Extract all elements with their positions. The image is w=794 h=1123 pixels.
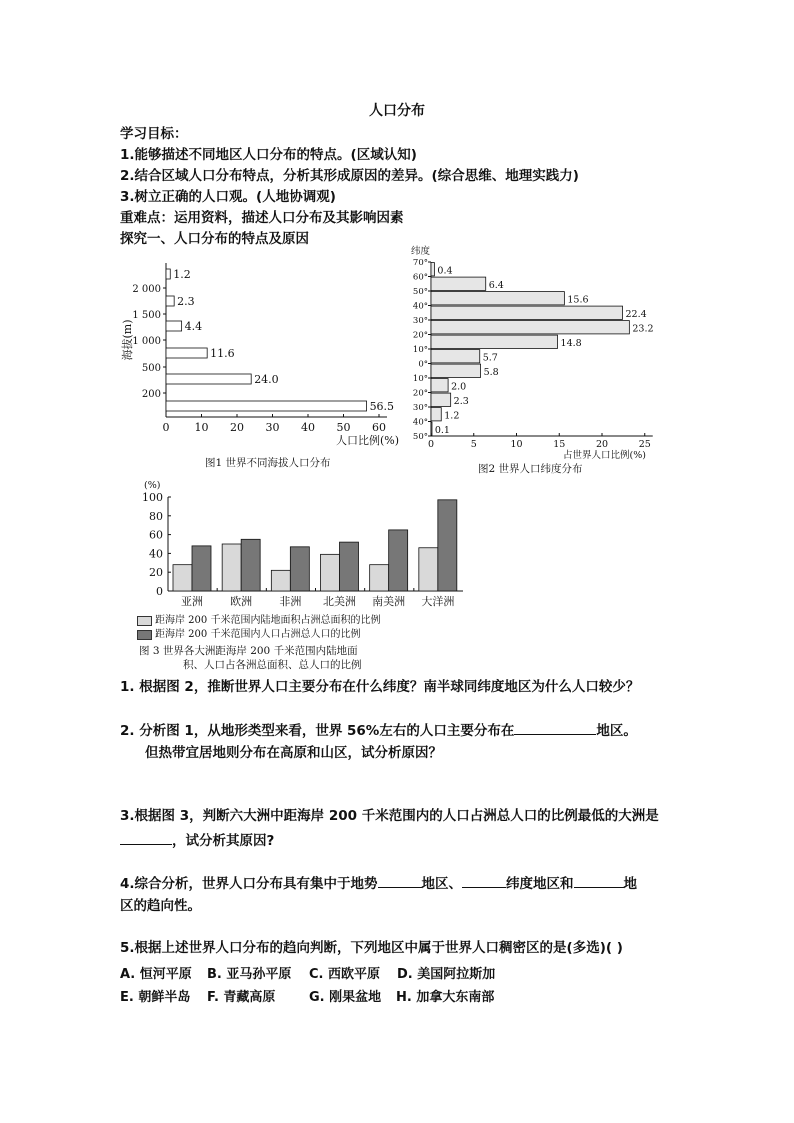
bar xyxy=(321,554,340,591)
figure-2-latitude-chart xyxy=(395,245,685,460)
x-tick-label: 50 xyxy=(336,421,351,434)
bar xyxy=(431,321,629,334)
x-tick-label: 15 xyxy=(553,439,566,450)
value-label: 15.6 xyxy=(567,294,589,306)
value-label: 11.6 xyxy=(210,347,235,360)
y-tick-label: 50° xyxy=(412,432,428,442)
x-tick-label: 20 xyxy=(595,439,609,450)
legend-1: 距海岸 200 千米范围内陆地面积占洲总面积的比例 xyxy=(137,611,380,626)
value-label: 23.2 xyxy=(632,323,654,335)
y-tick-label: 0 xyxy=(156,585,163,598)
figure-1-caption: 图1 世界不同海拔人口分布 xyxy=(205,457,331,469)
category-label: 亚洲 xyxy=(181,595,203,608)
value-label: 4.4 xyxy=(184,320,203,333)
x-tick-label: 0 xyxy=(427,439,435,450)
objectives-heading: 学习目标： xyxy=(120,126,188,142)
bar xyxy=(370,565,389,591)
bar xyxy=(241,539,260,591)
x-tick-label: 0 xyxy=(162,421,170,434)
bar xyxy=(290,547,309,591)
y-tick-label: 40° xyxy=(412,301,428,312)
value-label: 1.2 xyxy=(444,410,460,422)
value-label: 5.7 xyxy=(482,352,498,364)
x-tick-label: 10 xyxy=(194,421,209,434)
bar xyxy=(166,321,182,331)
y-tick-label: 60 xyxy=(149,528,163,542)
figure-3-caption-2: 积、人口占各洲总面积、总人口的比例 xyxy=(183,659,362,671)
bar xyxy=(166,374,251,384)
x-tick-label: 60 xyxy=(372,421,386,434)
value-label: 56.5 xyxy=(369,400,395,413)
bar xyxy=(389,530,408,591)
value-label: 0.1 xyxy=(434,425,450,437)
objective-1: 1.能够描述不同地区人口分布的特点。(区域认知) xyxy=(120,147,417,163)
x-tick-label: 10 xyxy=(510,439,523,450)
value-label: 14.8 xyxy=(560,338,582,350)
objective-3: 3.树立正确的人口观。(人地协调观) xyxy=(120,189,336,205)
y-tick-label: 80 xyxy=(149,509,163,523)
x-tick-label: 20 xyxy=(230,421,244,434)
value-label: 24.0 xyxy=(254,373,279,386)
y-tick-label: 20° xyxy=(412,388,428,399)
option-g[interactable]: G. 刚果盆地 xyxy=(309,990,382,1005)
y-tick-label: 10° xyxy=(412,374,428,384)
legend-2: 距海岸 200 千米范围内人口占洲总人口的比例 xyxy=(137,625,360,640)
y-tick-label: 1 500 xyxy=(132,310,161,321)
page-title: 人口分布 xyxy=(369,103,425,119)
option-c[interactable]: C. 西欧平原 xyxy=(309,967,381,982)
bar xyxy=(431,277,486,290)
bar xyxy=(431,350,480,363)
figure-2-caption: 图2 世界人口纬度分布 xyxy=(478,463,583,475)
x-tick-label: 25 xyxy=(638,439,651,450)
value-label: 2.3 xyxy=(453,396,469,408)
answer-blank[interactable] xyxy=(120,830,172,845)
x-tick-label: 30 xyxy=(265,421,280,434)
question-2: 2. 分析图 1，从地形类型来看，世界 56%左右的人口主要分布在 地区。 xyxy=(120,720,637,741)
y-tick-label: 20 xyxy=(149,566,163,580)
y-tick-label: 1 000 xyxy=(132,336,161,347)
y-tick-label: 10° xyxy=(412,345,428,355)
category-label: 大洋洲 xyxy=(421,595,455,608)
y-tick-label: 30° xyxy=(412,316,428,326)
bar xyxy=(431,408,441,421)
y-axis-label: 海拔(m) xyxy=(121,319,134,361)
category-label: 北美洲 xyxy=(323,595,356,608)
bar xyxy=(431,292,564,305)
bar xyxy=(340,542,359,591)
category-label: 南美洲 xyxy=(372,595,406,608)
value-label: 1.2 xyxy=(173,268,191,281)
category-label: 非洲 xyxy=(279,595,302,608)
bar xyxy=(419,548,438,591)
y-tick-label: 200 xyxy=(141,389,161,400)
option-a[interactable]: A. 恒河平原 xyxy=(120,967,192,982)
bar xyxy=(166,348,207,358)
y-tick-label: 60° xyxy=(412,272,428,283)
option-f[interactable]: F. 青藏高原 xyxy=(207,990,276,1005)
question-4-cont: 区的趋向性。 xyxy=(120,898,201,914)
option-d[interactable]: D. 美国阿拉斯加 xyxy=(397,967,496,982)
question-1: 1. 根据图 2，推断世界人口主要分布在什么纬度？南半球同纬度地区为什么人口较少？ xyxy=(120,679,640,695)
x-tick-label: 5 xyxy=(470,439,477,450)
x-axis-label: 人口比例(%) xyxy=(336,434,400,447)
bar xyxy=(431,306,623,319)
y-tick-label: 0° xyxy=(418,359,428,370)
answer-blank[interactable] xyxy=(514,720,596,735)
option-e[interactable]: E. 朝鲜半岛 xyxy=(120,990,191,1005)
x-axis-label: 占世界人口比例(%) xyxy=(563,450,646,461)
option-b[interactable]: B. 亚马孙平原 xyxy=(207,967,292,982)
category-label: 欧洲 xyxy=(230,595,253,608)
bar xyxy=(431,335,558,348)
question-2-cont: 但热带宜居地则分布在高原和山区，试分析原因？ xyxy=(145,745,442,761)
bar xyxy=(222,544,241,591)
question-3: 3.根据图 3，判断六大洲中距海岸 200 千米范围内的人口占洲总人口的比例最低的大洲是 xyxy=(120,808,659,824)
objective-2: 2.结合区域人口分布特点，分析其形成原因的差异。(综合思维、地理实践力) xyxy=(120,168,579,184)
value-label: 6.4 xyxy=(488,280,504,292)
y-tick-label: 500 xyxy=(141,363,161,374)
y-tick-label: 100 xyxy=(142,491,163,504)
option-h[interactable]: H. 加拿大东南部 xyxy=(396,990,495,1005)
y-tick-label: 2 000 xyxy=(132,284,161,295)
value-label: 2.0 xyxy=(451,381,467,393)
y-tick-label: 40° xyxy=(412,417,428,428)
y-tick-label: 70° xyxy=(412,258,428,268)
bar xyxy=(166,296,174,306)
bar xyxy=(166,401,367,411)
bar xyxy=(431,263,434,276)
section-heading: 探究一、人口分布的特点及原因 xyxy=(120,231,309,247)
bar xyxy=(431,364,481,377)
bar xyxy=(431,379,448,392)
y-tick-label: 30° xyxy=(412,403,428,413)
bar xyxy=(173,565,192,591)
bar xyxy=(431,393,451,406)
figure-1-altitude-chart xyxy=(110,255,410,455)
bar xyxy=(271,570,290,591)
answer-blank[interactable] xyxy=(378,873,422,888)
value-label: 0.4 xyxy=(437,265,453,277)
bar xyxy=(166,269,170,279)
y-tick-label: 20° xyxy=(412,330,428,341)
bar xyxy=(192,546,211,591)
figure-3-caption-1: 图 3 世界各大洲距海岸 200 千米范围内陆地面 xyxy=(139,645,358,657)
answer-blank[interactable] xyxy=(462,873,506,888)
key-points: 重难点：运用资料，描述人口分布及其影响因素 xyxy=(120,210,404,226)
y-tick-label: 40 xyxy=(149,547,163,561)
question-3-cont: ，试分析其原因? xyxy=(120,830,274,851)
y-axis-label: 纬度 xyxy=(411,246,431,257)
x-tick-label: 40 xyxy=(301,421,315,434)
bar xyxy=(438,500,457,591)
y-axis-label: (%) xyxy=(144,480,161,491)
question-5: 5.根据上述世界人口分布的趋向判断，下列地区中属于世界人口稠密区的是(多选)( ) xyxy=(120,940,623,956)
value-label: 5.8 xyxy=(483,367,499,379)
answer-blank[interactable] xyxy=(574,873,624,888)
y-tick-label: 50° xyxy=(412,287,428,297)
value-label: 22.4 xyxy=(625,309,647,321)
question-4: 4.综合分析，世界人口分布具有集中于地势 地区、 纬度地区和 地 xyxy=(120,873,637,894)
value-label: 2.3 xyxy=(177,295,195,308)
